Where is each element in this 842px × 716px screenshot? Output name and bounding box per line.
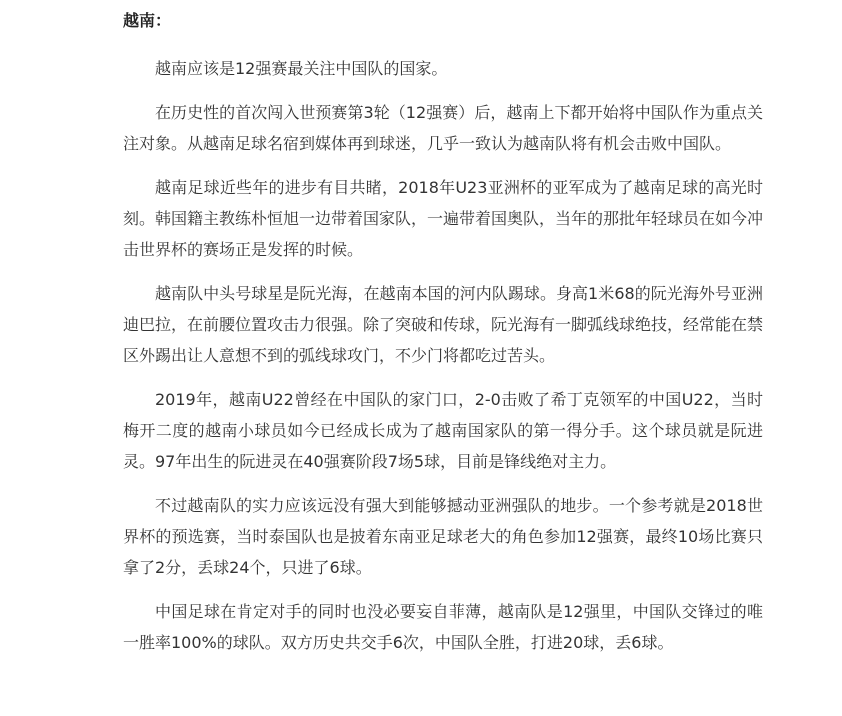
article-body xyxy=(123,0,763,658)
paragraph-4: 越南队中头号球星是阮光海，在越南本国的河内队踢球。身高1米68的阮光海外号亚洲迪巴拉，在前腰位置攻击力很强。除了突破和传球，阮光海有一脚弧线球绝技，经常能在禁区外踢出让人意想不到的弧线球攻门，不少门将都吃过苦头。 xyxy=(123,284,764,365)
paragraph-7: 中国足球在肯定对手的同时也没必要妄自菲薄，越南队是12强里，中国队交锋过的唯一胜率100%的球队。双方历史共交手6次，中国队全胜，打进20球，丢6球。 xyxy=(123,602,763,652)
section-heading: 越南： xyxy=(123,11,172,30)
paragraph-6: 不过越南队的实力应该远没有强大到能够撼动亚洲强队的地步。一个参考就是2018世界杯的预选赛，当时泰国队也是披着东南亚足球老大的角色参加12强赛，最终10场比赛只拿了2分，丢球24个，只进了6球。 xyxy=(123,496,763,577)
paragraph-5: 2019年，越南U22曾经在中国队的家门口，2-0击败了希丁克领军的中国U22，当时梅开二度的越南小球员如今已经成长成为了越南国家队的第一得分手。这个球员就是阮进灵。97年出生的阮进灵在40强赛阶段7场5球，目前是锋线绝对主力。 xyxy=(123,390,763,471)
paragraph-2: 在历史性的首次闯入世预赛第3轮（12强赛）后，越南上下都开始将中国队作为重点关注对象。从越南足球名宿到媒体再到球迷，几乎一致认为越南队将有机会击败中国队。 xyxy=(123,103,763,153)
paragraph-1: 越南应该是12强赛最关注中国队的国家。 xyxy=(155,59,448,78)
paragraph-3: 越南足球近些年的进步有目共睹，2018年U23亚洲杯的亚军成为了越南足球的高光时刻。韩国籍主教练朴恒旭一边带着国家队，一遍带着国奥队，当年的那批年轻球员在如今冲击世界杯的赛场正是发挥的时候。 xyxy=(123,178,764,259)
